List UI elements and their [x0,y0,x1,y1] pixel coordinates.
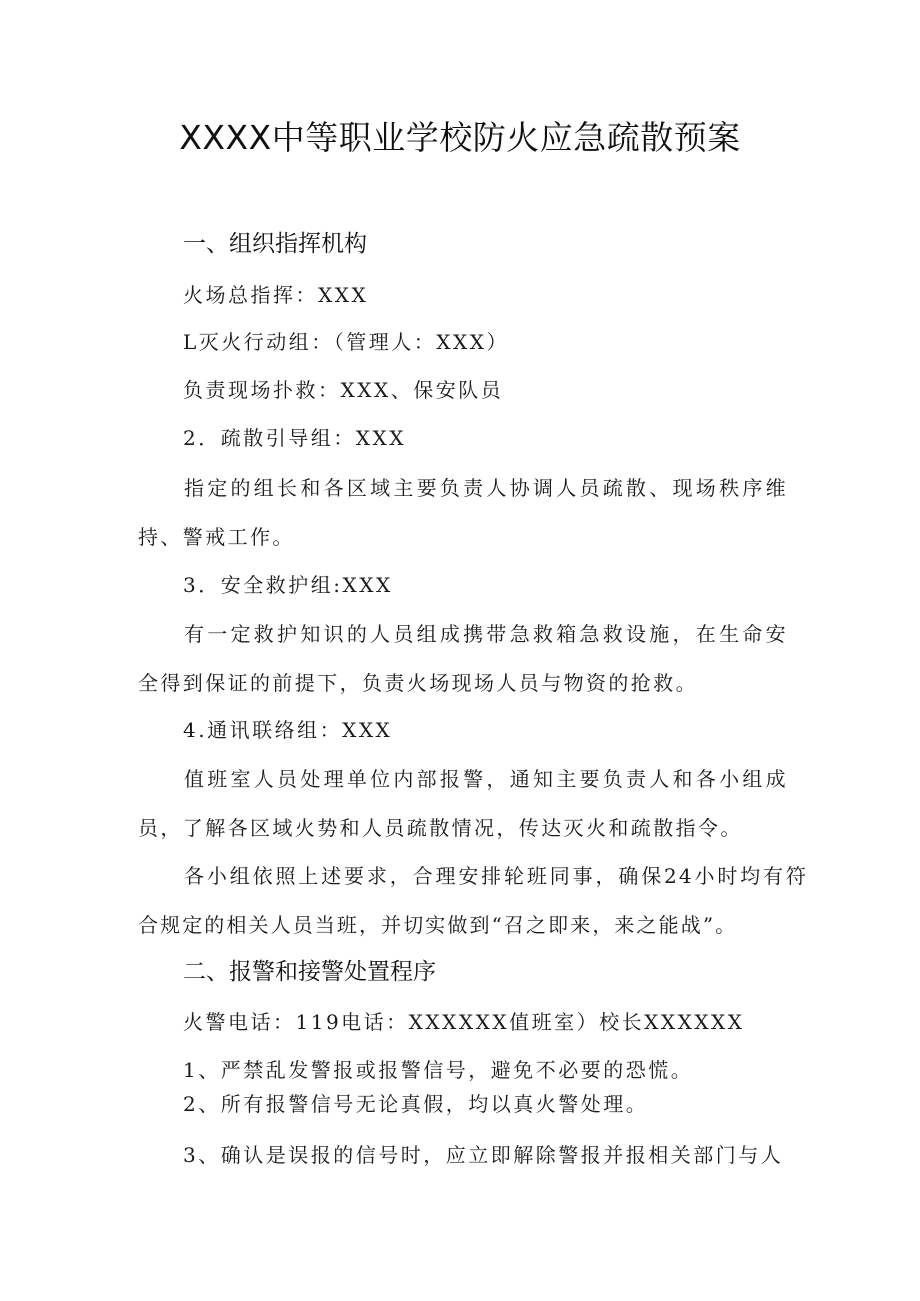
text-line: L灭火行动组：（管理人：XXX） [183,330,509,354]
text-line: 火警电话：119电话：XXXXXX值班室）校长XXXXXX [183,1010,745,1034]
paragraph: 各小组依照上述要求，合理安排轮班同事，确保24小时均有符合规定的相关人员当班，并切实做到“召之即来，来之能战”。 [138,864,808,937]
text-line: 3．安全救护组:XXX [183,573,393,597]
document-title: XXXX中等职业学校防火应急疏散预案 [179,118,741,157]
paragraph: 指定的组长和各区域主要负责人协调人员疏散、现场秩序维持、警戒工作。 [138,476,788,549]
section-heading-2: 二、报警和接警处置程序 [183,959,436,985]
text-line: 负责现场扑救：XXX、保安队员 [183,378,504,402]
text-line: 2、所有报警信号无论真假，均以真火警处理。 [183,1092,649,1116]
text-line: 4.通讯联络组：XXX [183,718,393,742]
section-heading-1: 一、组织指挥机构 [183,231,367,257]
text-line: 火场总指挥：XXX [183,283,369,307]
paragraph: 有一定救护知识的人员组成携带急救箱急救设施，在生命安全得到保证的前提下，负责火场现场人员与物资的抢救。 [138,622,788,695]
text-line: 3、确认是误报的信号时，应立即解除警报并报相关部门与人 [183,1143,784,1167]
text-line: 2．疏散引导组：XXX [183,426,406,450]
paragraph: 值班室人员处理单位内部报警，通知主要负责人和各小组成员，了解各区域火势和人员疏散情况，传达灭火和疏散指令。 [138,767,788,840]
text-line: 1、严禁乱发警报或报警信号，避免不必要的恐慌。 [183,1058,694,1082]
